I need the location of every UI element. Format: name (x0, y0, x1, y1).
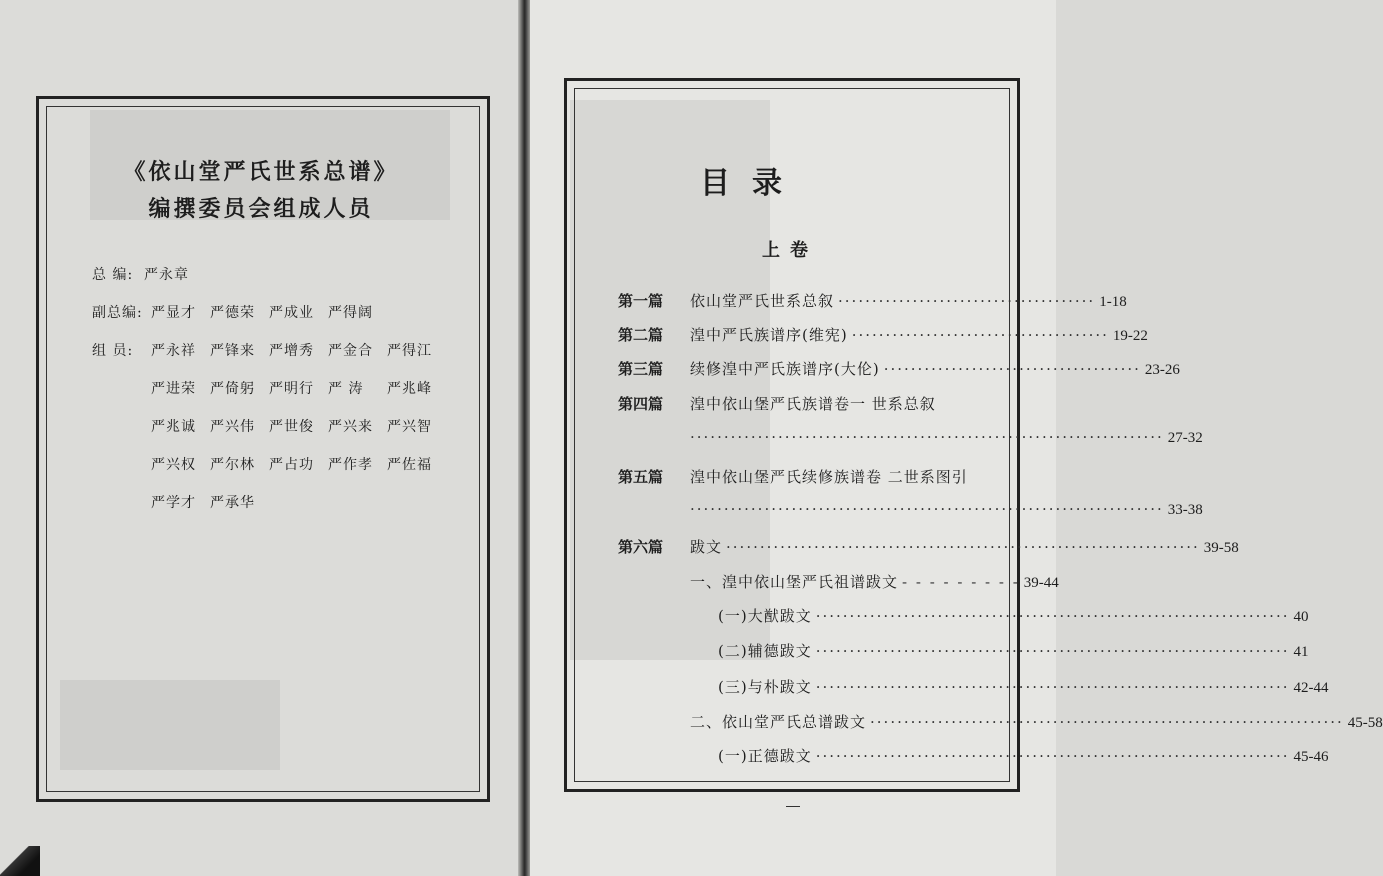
volume-label: 上卷 (762, 240, 818, 261)
toc-pages: 40 (1293, 609, 1309, 625)
toc-entry-continuation[interactable] (690, 500, 1203, 519)
toc-subentry[interactable] (718, 676, 1329, 697)
toc-title-text: 湟中依山堡严氏族谱卷一 世系总叙 (690, 395, 936, 413)
toc-title-text: (二)辅德跋文 (718, 642, 812, 660)
toc-leader: ······································································ (815, 678, 1290, 696)
toc-pages: 33-38 (1167, 502, 1203, 518)
toc-chapter: 第三篇 (618, 360, 664, 378)
member-name: 严进荣 (151, 381, 196, 397)
toc-entry[interactable] (618, 393, 998, 414)
toc-leader: ······································································ (815, 747, 1290, 765)
toc-title-text: (三)与朴跋文 (718, 678, 812, 696)
toc-leader: - - - - - - - - - (902, 573, 1020, 591)
deputy-name: 严显才 (151, 305, 196, 321)
page-corner-shadow (0, 846, 40, 876)
toc-entry[interactable] (618, 290, 1127, 311)
toc-pages: 45-46 (1293, 749, 1329, 765)
toc-pages: 23-26 (1144, 362, 1180, 378)
toc-title-text: 二、依山堂严氏总谱跋文 (690, 713, 867, 731)
member-name: 严 涛 (328, 381, 364, 397)
member-row (92, 378, 446, 398)
member-name: 严永祥 (151, 343, 196, 359)
member-name: 严承华 (210, 495, 255, 511)
member-row (92, 416, 446, 436)
toc-chapter: 第五篇 (618, 468, 664, 486)
member-name: 严增秀 (269, 343, 314, 359)
deputy-editor-label: 副总编: (92, 305, 143, 321)
member-name: 严世俊 (269, 419, 314, 435)
toc-subentry[interactable] (690, 571, 1059, 592)
toc-chapter: 第二篇 (618, 326, 664, 344)
toc-title-text: 依山堂严氏世系总叙 (690, 292, 835, 310)
member-label: 组 员: (92, 343, 134, 359)
member-name: 严锋来 (210, 343, 255, 359)
toc-pages: 19-22 (1112, 328, 1148, 344)
member-name: 严兴来 (328, 419, 373, 435)
member-row (92, 340, 446, 360)
page-number (786, 806, 800, 807)
toc-subentry[interactable] (718, 605, 1309, 626)
member-row (92, 492, 269, 512)
member-name: 严兴权 (151, 457, 196, 473)
toc-pages: 45-58 (1347, 715, 1383, 731)
member-name: 严兆峰 (387, 381, 432, 397)
member-name: 严倚躬 (210, 381, 255, 397)
toc-pages: 27-32 (1167, 430, 1203, 446)
toc-leader: ······································ (838, 292, 1096, 310)
member-name: 严作孝 (328, 457, 373, 473)
toc-entry[interactable] (618, 358, 1180, 379)
member-name: 严得江 (387, 343, 432, 359)
deputy-name: 严德荣 (210, 305, 255, 321)
page-number-text (786, 795, 798, 812)
toc-title-text: 一、湟中依山堡严氏祖谱跋文 (690, 573, 899, 591)
toc-leader: ······································································ (815, 642, 1290, 660)
toc-subentry[interactable] (718, 640, 1309, 661)
committee-title-line1: 《依山堂严氏世系总谱》 (123, 159, 399, 185)
toc-title: 目录 (700, 166, 804, 201)
member-name: 严尔林 (210, 457, 255, 473)
chief-editor-label: 总 编: (92, 267, 134, 283)
committee-title-line2: 编撰委员会组成人员 (148, 196, 374, 222)
toc-title-text: (一)正德跋文 (718, 747, 812, 765)
toc-title-text: (一)大猷跋文 (718, 607, 812, 625)
deputy-name: 严得阔 (328, 305, 373, 321)
toc-title-text: 续修湟中严氏族谱序(大伦) (690, 360, 880, 378)
toc-pages: 42-44 (1293, 680, 1329, 696)
member-name: 严佐福 (387, 457, 432, 473)
toc-title-text: 跋文 (690, 538, 723, 556)
toc-subentry[interactable] (690, 711, 1383, 732)
toc-leader: ······································································ (690, 428, 1164, 446)
member-name: 严兴伟 (210, 419, 255, 435)
member-name: 严兆诚 (151, 419, 196, 435)
member-name: 严金合 (328, 343, 373, 359)
toc-pages: 39-58 (1203, 540, 1239, 556)
toc-chapter: 第六篇 (618, 538, 664, 556)
toc-title-text: 湟中依山堡严氏续修族谱卷 二世系图引 (690, 468, 968, 486)
toc-entry[interactable] (618, 536, 1239, 557)
toc-leader: ······································································ (690, 500, 1164, 518)
toc-leader: ······································ (851, 326, 1109, 344)
toc-leader: ······································································ (870, 713, 1344, 731)
member-row (92, 454, 446, 474)
member-name: 严占功 (269, 457, 314, 473)
deputy-name: 严成业 (269, 305, 314, 321)
toc-entry[interactable] (618, 466, 998, 487)
toc-pages: 41 (1293, 644, 1309, 660)
toc-chapter: 第一篇 (618, 292, 664, 310)
toc-leader: ······································ (883, 360, 1141, 378)
deputy-editor-row (92, 302, 387, 322)
member-name: 严兴智 (387, 419, 432, 435)
toc-pages: 39-44 (1023, 575, 1059, 591)
toc-subentry[interactable] (718, 745, 1329, 766)
chief-editor-row (92, 264, 189, 284)
toc-leader: ······································································ (726, 538, 1200, 556)
toc-entry-continuation[interactable] (690, 428, 1203, 447)
member-name: 严学才 (151, 495, 196, 511)
toc-chapter: 第四篇 (618, 395, 664, 413)
toc-pages: 1-18 (1099, 294, 1127, 310)
toc-leader: ······································································ (815, 607, 1290, 625)
member-name: 严明行 (269, 381, 314, 397)
toc-title-text: 湟中严氏族谱序(维宪) (690, 326, 848, 344)
chief-editor-name: 严永章 (144, 267, 189, 283)
toc-entry[interactable] (618, 324, 1148, 345)
